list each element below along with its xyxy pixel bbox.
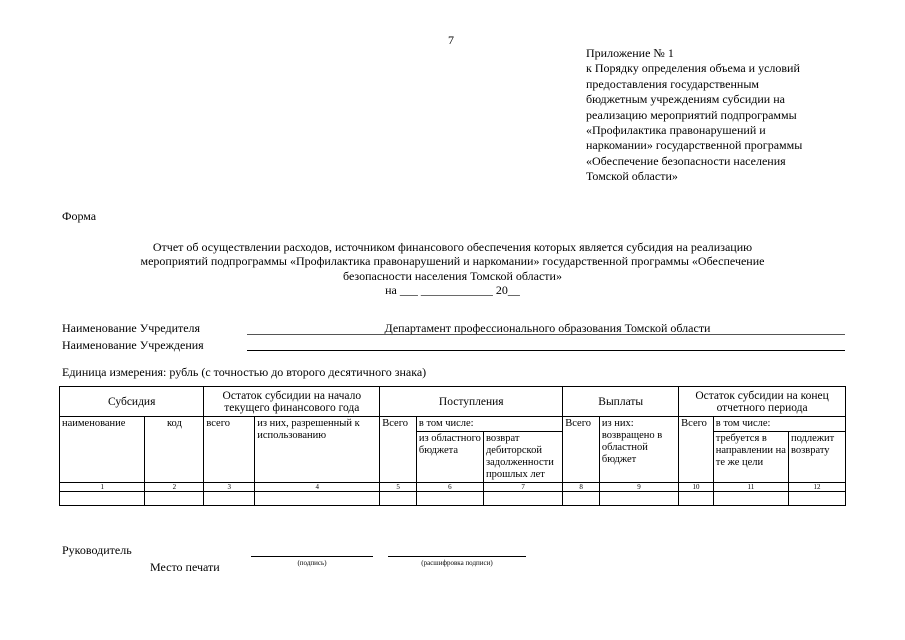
appendix-line: предоставления государственным xyxy=(586,76,759,91)
table-cell[interactable] xyxy=(788,492,845,506)
report-table xyxy=(59,386,846,506)
header-total-receipts: Всего xyxy=(380,417,417,483)
header-incl-receipts: в том числе: xyxy=(416,417,562,432)
unit-of-measure: Единица измерения: рубль (с точностью до второго десятичного знака) xyxy=(62,365,427,379)
header-incl-end: в том числе: xyxy=(713,417,845,432)
appendix-line: к Порядку определения объема и условий xyxy=(586,61,800,76)
table-cell[interactable] xyxy=(60,492,145,506)
report-title-line: безопасности населения Томской области» xyxy=(343,268,562,283)
appendix-line: наркомании» государственной программы xyxy=(586,138,803,153)
head-label: Руководитель xyxy=(62,543,132,557)
appendix-line: «Профилактика правонарушений и xyxy=(586,123,766,138)
header-payments: Выплаты xyxy=(563,387,679,417)
appendix-block xyxy=(586,46,886,185)
report-title xyxy=(60,240,845,298)
column-number: 4 xyxy=(255,483,380,492)
column-number: 2 xyxy=(145,483,204,492)
column-number: 1 xyxy=(60,483,145,492)
page-number: 7 xyxy=(448,33,454,47)
appendix-line: Томской области» xyxy=(586,169,678,184)
header-total-payments: Всего xyxy=(563,417,600,483)
header-required-same-purpose: требуется в направлении на те же цели xyxy=(713,432,788,483)
column-number: 7 xyxy=(483,483,562,492)
table-cell[interactable] xyxy=(416,492,483,506)
header-subsidy: Субсидия xyxy=(60,387,204,417)
form-label: Форма xyxy=(62,209,97,223)
table-cell[interactable] xyxy=(563,492,600,506)
header-receipts: Поступления xyxy=(380,387,563,417)
table-cell[interactable] xyxy=(713,492,788,506)
founder-label: Наименование Учредителя xyxy=(62,321,201,335)
decoding-line[interactable] xyxy=(388,556,526,557)
table-cell[interactable] xyxy=(145,492,204,506)
header-balance-start: Остаток субсидии на начало текущего финансового года xyxy=(204,387,380,417)
table-cell[interactable] xyxy=(380,492,417,506)
report-title-line: мероприятий подпрограммы «Профилактика правонарушений и наркомании» государственной программы «Обеспечение xyxy=(140,254,765,269)
column-number: 12 xyxy=(788,483,845,492)
header-balance-end: Остаток субсидии на конец отчетного периода xyxy=(679,387,846,417)
column-number: 6 xyxy=(416,483,483,492)
appendix-line: реализацию мероприятий подпрограммы xyxy=(586,107,797,122)
table-cell[interactable] xyxy=(255,492,380,506)
table-cell[interactable] xyxy=(204,492,255,506)
report-title-line: Отчет об осуществлении расходов, источником финансового обеспечения которых является субсидия на реализацию xyxy=(152,240,753,254)
signature-caption: (подпись) xyxy=(297,559,327,567)
seal-place-label: Место печати xyxy=(150,560,220,574)
header-total-start: всего xyxy=(204,417,255,483)
appendix-line: бюджетным учреждениям субсидии на xyxy=(586,92,785,107)
header-allowed-use: из них, разрешенный к использованию xyxy=(255,417,380,483)
header-from-regional-budget: из областного бюджета xyxy=(416,432,483,483)
header-returned-regional xyxy=(599,417,678,483)
signature-line[interactable] xyxy=(251,556,373,557)
appendix-line: Приложение № 1 xyxy=(586,46,674,60)
decoding-caption: (расшифровка подписи) xyxy=(421,559,493,567)
column-number: 9 xyxy=(599,483,678,492)
of-them-label: из них: xyxy=(601,418,634,429)
header-total-end: Всего xyxy=(679,417,714,483)
header-to-return: подлежит возврату xyxy=(788,432,845,483)
header-name: наименование xyxy=(60,417,145,483)
column-number: 5 xyxy=(380,483,417,492)
founder-value[interactable]: Департамент профессионального образования Томской области xyxy=(384,321,711,335)
institution-label: Наименование Учреждения xyxy=(62,338,204,352)
column-number: 3 xyxy=(204,483,255,492)
table-row xyxy=(60,492,846,506)
table-cell[interactable] xyxy=(599,492,678,506)
column-number: 11 xyxy=(713,483,788,492)
institution-underline xyxy=(247,350,845,351)
table-cell[interactable] xyxy=(483,492,562,506)
column-number: 8 xyxy=(563,483,600,492)
founder-underline xyxy=(247,334,845,335)
header-code: код xyxy=(145,417,204,483)
returned-regional-label: возвращено в областной бюджет xyxy=(601,430,663,465)
report-date-line: на ___ ____________ 20__ xyxy=(385,283,520,298)
column-number: 10 xyxy=(679,483,714,492)
table-cell[interactable] xyxy=(679,492,714,506)
header-debt-return: возврат дебиторской задолженности прошлых лет xyxy=(483,432,562,483)
appendix-line: «Обеспечение безопасности населения xyxy=(586,153,786,168)
